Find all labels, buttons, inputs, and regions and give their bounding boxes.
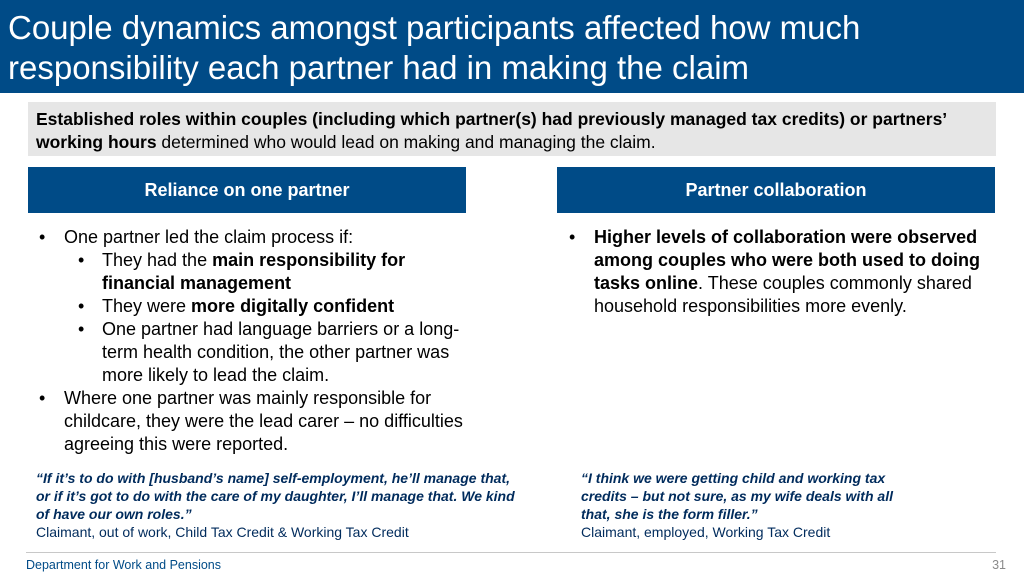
left-sub-bullet-1	[64, 249, 476, 295]
left-sub-bullet-1-text: They had the	[102, 250, 213, 270]
summary-box	[28, 102, 996, 156]
right-bullet-1-text: . These couples commonly shared household responsibilities more evenly.	[594, 273, 972, 316]
left-sub-bullet-3	[64, 318, 476, 387]
left-sub-bullet-2-text: They were	[102, 296, 192, 316]
left-sub-bullet-2-bold: more digitally confident	[191, 296, 395, 316]
left-quote-text: “If it’s to do with [husband’s name] self-employment, he’ll manage that, or if it’s got to do with the care of my daughter, I’ll manage that. We kind of have our own roles.”	[36, 470, 515, 522]
left-bullet-list	[36, 226, 476, 456]
summary-bold-text: Established roles within couples (including which partner(s) had previously managed tax credits) or partners’ working hours	[36, 109, 947, 152]
left-column-header: Reliance on one partner	[28, 167, 466, 213]
left-sub-bullet-3-text: One partner had language barriers or a long-term health condition, the other partner was more likely to lead the claim.	[102, 319, 460, 385]
left-sub-bullet-2	[64, 295, 476, 318]
left-bullet-2	[36, 387, 476, 456]
right-bullet-1-bold: Higher levels of collaboration were observed among couples who were both used to doing tasks online	[594, 227, 981, 293]
right-quote-text: “I think we were getting child and working tax credits – but not sure, as my wife deals with all that, she is the form filler.”	[581, 470, 893, 522]
title-bar	[0, 0, 1024, 93]
footer-divider	[26, 552, 996, 553]
left-bullet-1	[36, 226, 476, 387]
slide-title: Couple dynamics amongst participants affected how much responsibility each partner had in making the claim	[8, 9, 861, 86]
summary-text: determined who would lead on making and managing the claim.	[156, 132, 656, 152]
right-quote-block	[581, 469, 911, 541]
page-number: 31	[992, 558, 1006, 572]
left-quote-source: Claimant, out of work, Child Tax Credit & Working Tax Credit	[36, 524, 409, 540]
right-bullet-1	[566, 226, 986, 318]
left-sub-list	[64, 249, 476, 387]
right-column-header: Partner collaboration	[557, 167, 995, 213]
footer-department: Department for Work and Pensions	[26, 558, 222, 572]
right-bullet-list	[566, 226, 986, 318]
right-quote-source: Claimant, employed, Working Tax Credit	[581, 524, 831, 540]
left-sub-bullet-1-bold: main responsibility for financial management	[102, 250, 406, 293]
left-bullet-1-text: One partner led the claim process if:	[64, 227, 354, 247]
left-quote-block	[36, 469, 516, 541]
left-bullet-2-text: Where one partner was mainly responsible for childcare, they were the lead carer – no difficulties agreeing this were reported.	[64, 388, 463, 454]
